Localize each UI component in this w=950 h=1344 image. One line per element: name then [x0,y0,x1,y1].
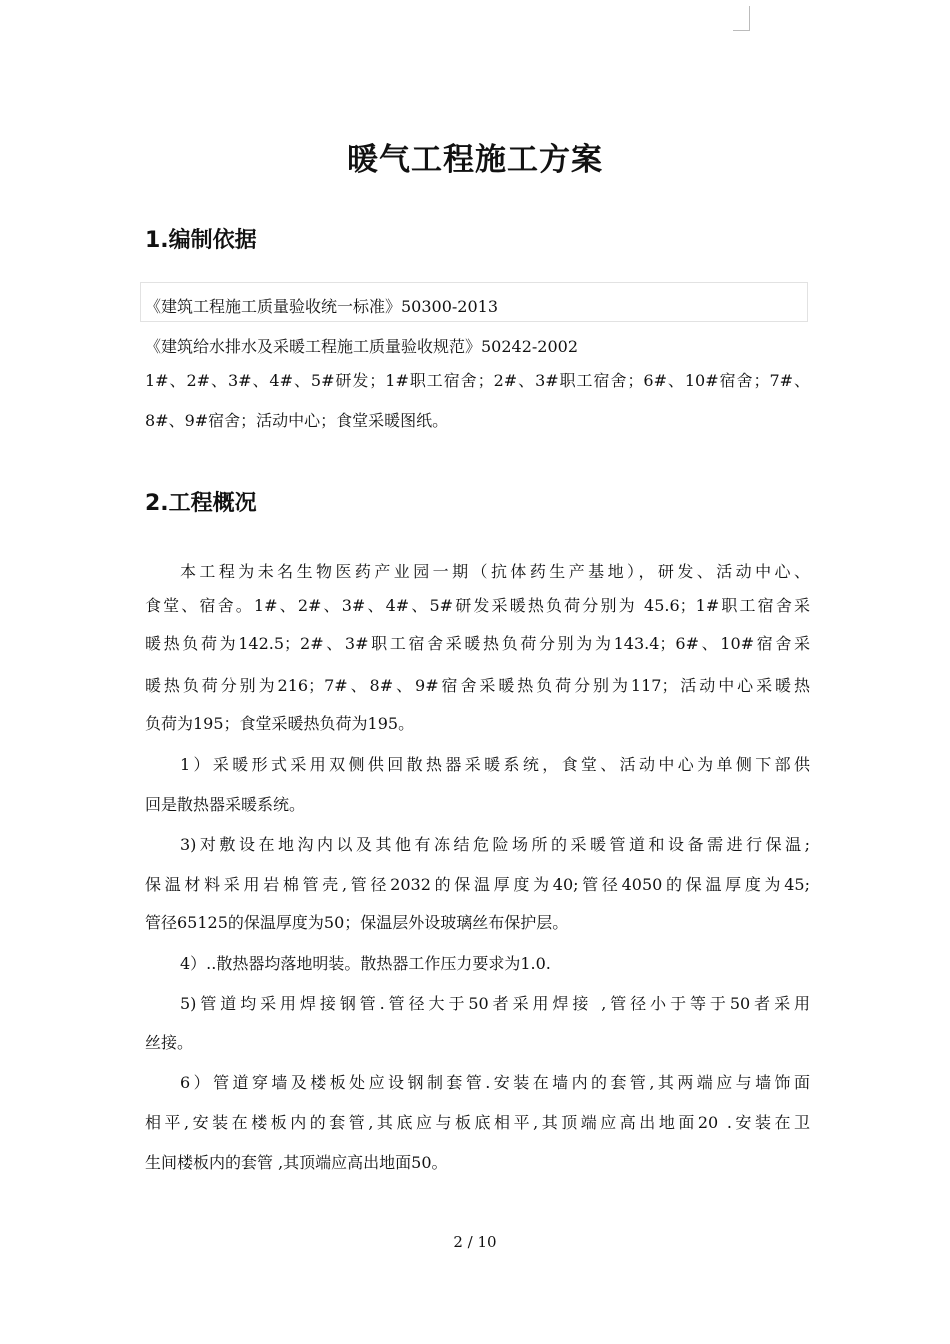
paragraph-line: 丝接。 [145,1033,194,1052]
reference-line: 《建筑给水排水及采暖工程施工质量验收规范》50242-2002 [145,337,579,356]
paragraph-line: 相平,安装在楼板内的套管,其底应与板底相平,其顶端应高出地面20 .安装在卫 [145,1113,810,1132]
paragraph-line: 3)对敷设在地沟内以及其他有冻结危险场所的采暖管道和设备需进行保温; [180,835,810,854]
paragraph-line: 食堂、宿舍。1#、2#、3#、4#、5#研发采暖热负荷分别为 45.6；1#职工宿舍采 [145,596,810,615]
paragraph-line: 管径65125的保温厚度为50；保温层外设玻璃丝布保护层。 [145,913,569,932]
reference-line: 8#、9#宿舍；活动中心；食堂采暖图纸。 [145,411,449,430]
paragraph-line: 本工程为未名生物医药产业园一期（抗体药生产基地），研发、活动中心、 [180,562,810,581]
section-heading-basis: 1.编制依据 [145,228,257,253]
paragraph-line: 暖热负荷为142.5；2#、3#职工宿舍采暖热负荷分别为为143.4；6#、10#宿舍采 [145,634,810,653]
paragraph-line: 暖热负荷分别为216；7#、8#、9#宿舍采暖热负荷分别为117；活动中心采暖热 [145,676,810,695]
paragraph-line: 1）采暖形式采用双侧供回散热器采暖系统，食堂、活动中心为单侧下部供 [180,755,810,774]
paragraph-line: 保温材料采用岩棉管壳,管径2032的保温厚度为40;管径4050的保温厚度为45; [145,875,810,894]
page-number: 2 / 10 [453,1233,497,1251]
paragraph-line: 5)管道均采用焊接钢管.管径大于50者采用焊接 ,管径小于等于50者采用 [180,994,810,1013]
paragraph-line: 6）管道穿墙及楼板处应设钢制套管.安装在墙内的套管,其两端应与墙饰面 [180,1073,810,1092]
paragraph-line: 负荷为195；食堂采暖热负荷为195。 [145,714,415,733]
page-corner-mark [733,6,750,31]
paragraph-line: 生间楼板内的套管 ,其顶端应高出地面50。 [145,1153,448,1172]
reference-line: 1#、2#、3#、4#、5#研发；1#职工宿舍；2#、3#职工宿舍；6#、10#宿舍；7#、 [145,371,810,390]
paragraph-line: 4）..散热器均落地明装。散热器工作压力要求为1.0. [180,954,551,973]
paragraph-line: 回是散热器采暖系统。 [145,795,306,814]
section-heading-overview: 2.工程概况 [145,491,257,516]
reference-line: 《建筑工程施工质量验收统一标准》50300-2013 [145,297,499,316]
document-title: 暖气工程施工方案 [347,142,603,178]
